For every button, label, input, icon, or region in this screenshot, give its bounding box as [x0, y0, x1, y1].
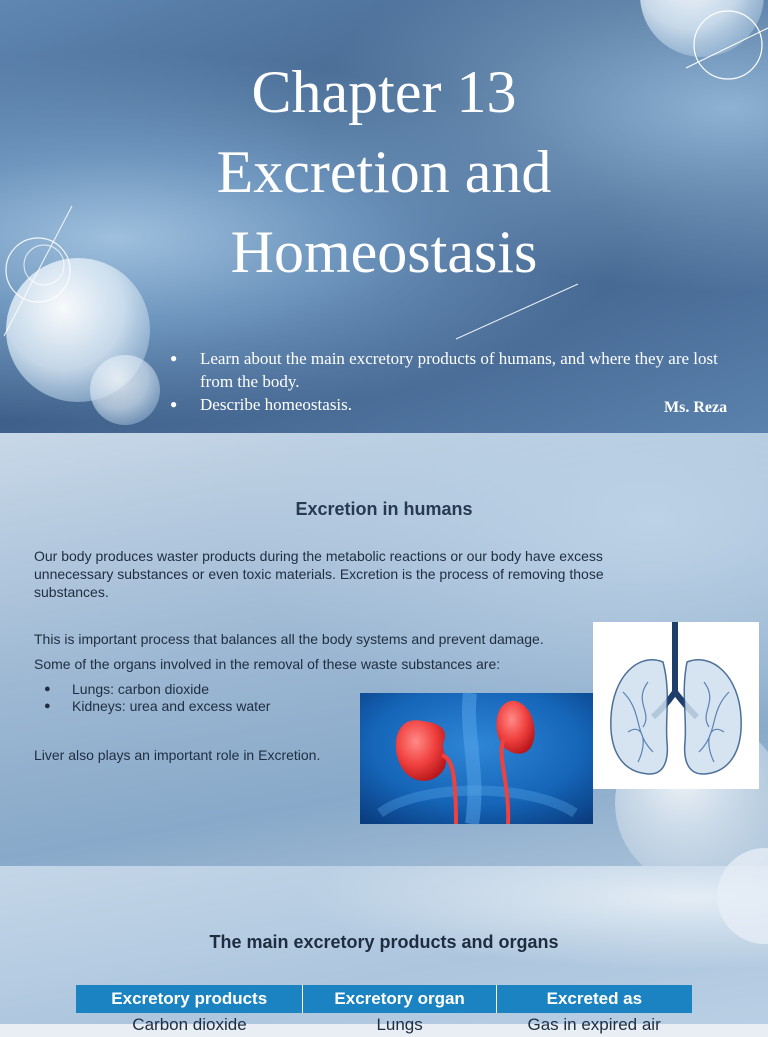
- objective-text: Learn about the main excretory products of humans, and where they are lost from the body.: [200, 349, 718, 391]
- intro-paragraph: Our body produces waster products during the metabolic reactions or our body have excess unnecessary substances or even toxic materials. Excretion is the process of removing those substances.: [34, 548, 604, 600]
- bullet-icon: ●: [44, 700, 51, 712]
- table-row: [76, 1013, 692, 1037]
- kidneys-image: [360, 693, 593, 824]
- excretory-products-table: [76, 985, 692, 1037]
- table-cell: Lungs: [376, 1015, 423, 1034]
- products-slide: [0, 866, 768, 1034]
- lungs-image: [593, 622, 759, 789]
- bullet-icon: ●: [44, 683, 51, 695]
- excretion-slide: [0, 433, 768, 866]
- importance-paragraph: This is important process that balances all the body systems and prevent damage.: [34, 631, 544, 647]
- table-header-row: [76, 985, 692, 1013]
- list-item: [44, 698, 270, 715]
- slide-title: [0, 52, 768, 292]
- section-title: The main excretory products and organs: [209, 932, 559, 952]
- objectives-list: [170, 347, 740, 416]
- title-line: Chapter 13: [251, 59, 517, 125]
- column-header: Excreted as: [496, 985, 692, 1013]
- organ-text: Lungs: carbon dioxide: [72, 681, 209, 697]
- list-item: [44, 681, 270, 698]
- table-cell: Carbon dioxide: [132, 1015, 247, 1034]
- table-cell: Gas in expired air: [527, 1015, 661, 1034]
- author-name: Ms. Reza: [664, 399, 728, 416]
- organs-intro: Some of the organs involved in the removal of these waste substances are:: [34, 656, 501, 672]
- organs-list: [44, 681, 270, 715]
- list-item: [170, 347, 740, 393]
- column-header: Excretory products: [76, 985, 303, 1013]
- liver-note: Liver also plays an important role in Excretion.: [34, 747, 321, 763]
- objective-text: Describe homeostasis.: [200, 395, 353, 414]
- organ-text: Kidneys: urea and excess water: [72, 698, 271, 714]
- column-header: Excretory organ: [303, 985, 496, 1013]
- bullet-icon: ●: [170, 351, 178, 365]
- title-slide: [0, 0, 768, 433]
- title-line: Excretion and: [216, 139, 552, 205]
- bullet-icon: ●: [170, 397, 178, 411]
- title-line: Homeostasis: [230, 219, 538, 285]
- section-title: Excretion in humans: [295, 499, 473, 519]
- list-item: [170, 393, 740, 416]
